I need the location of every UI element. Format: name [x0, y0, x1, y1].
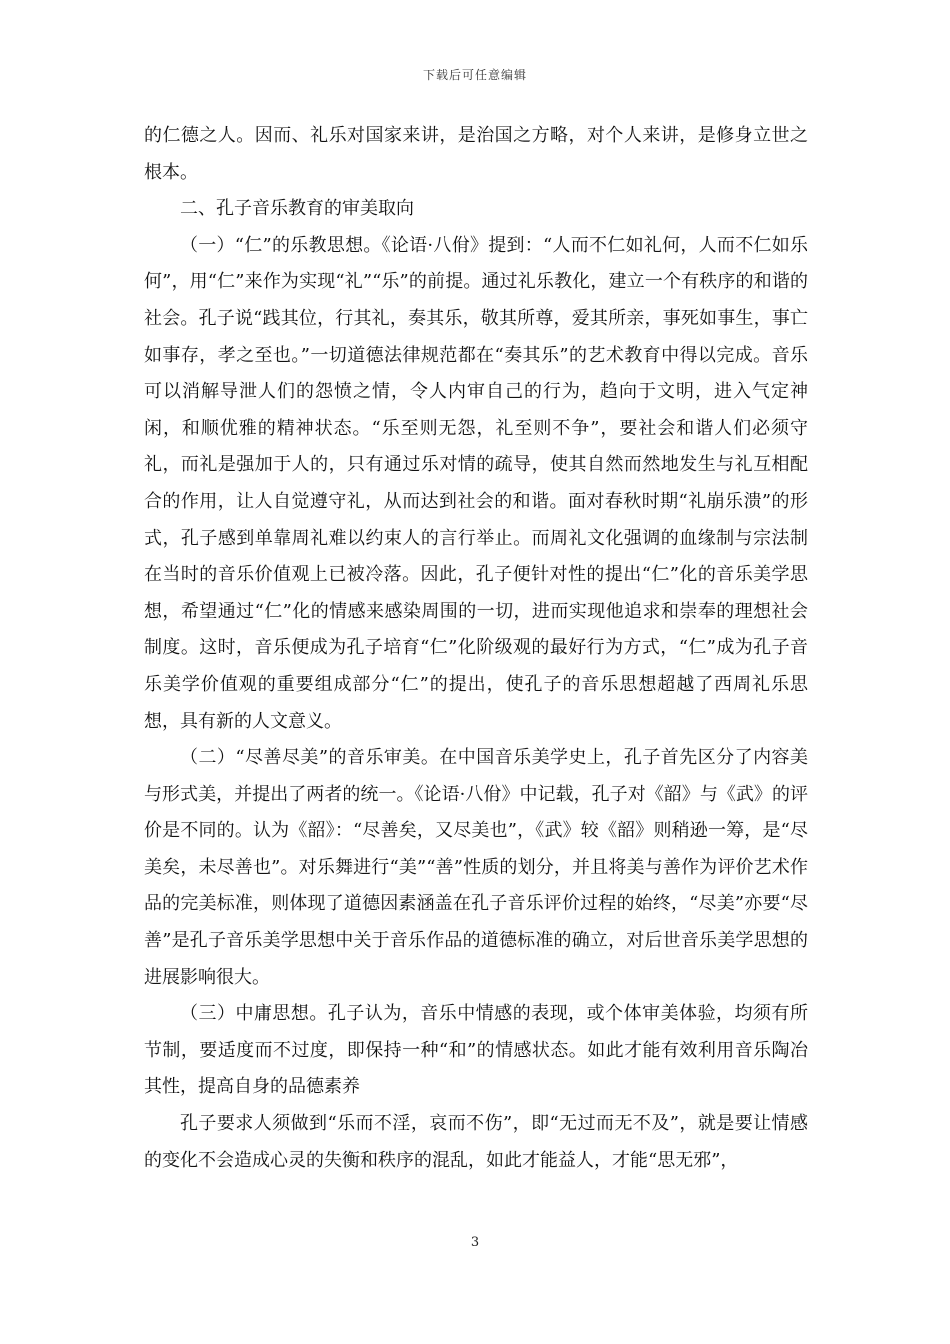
paragraph-jinshan-jinmei: （二）“尽善尽美”的音乐审美。在中国音乐美学史上，孔子首先区分了内容美与形式美，并提出了两者的统一。《论语·八佾》中记载，孔子对《韶》与《武》的评价是不同的。认为《韶》：“尽善矣，又尽美也”，《武》较《韶》则稍逊一筹，是“尽美矣，未尽善也”。对乐舞进行“美”“善”性质的划分，并且将美与善作为评价艺术作品的完美标准，则体现了道德因素涵盖在孔子音乐评价过程的始终，“尽美”亦要“尽善”是孔子音乐美学思想中关于音乐作品的道德标准的确立，对后世音乐美学思想的进展影响很大。 [144, 747, 808, 988]
document-body [144, 118, 808, 1179]
paragraph-ren: （一）“仁”的乐教思想。《论语·八佾》提到：“人而不仁如礼何，人而不仁如乐何”，用“仁”来作为实现“礼”“乐”的前提。通过礼乐教化，建立一个有秩序的和谐的社会。孔子说“践其位，行其礼，奏其乐，敬其所尊，爱其所亲，事死如事生，事亡如事存，孝之至也。”一切道德法律规范都在“奏其乐”的艺术教育中得以完成。音乐可以消解导泄人们的怨愤之情，令人内审自己的行为，趋向于文明，进入气定神闲，和顺优雅的精神状态。“乐至则无怨，礼至则不争”，要社会和谐人们必须守礼，而礼是强加于人的，只有通过乐对情的疏导，使其自然而然地发生与礼互相配合的作用，让人自觉遵守礼，从而达到社会的和谐。面对春秋时期“礼崩乐溃”的形式，孔子感到单靠周礼难以约束人的言行举止。而周礼文化强调的血缘制与宗法制在当时的音乐价值观上已被冷落。因此，孔子便针对性的提出“仁”化的音乐美学思想，希望通过“仁”化的情感来感染周围的一切，进而实现他追求和崇奉的理想社会制度。这时，音乐便成为孔子培育“仁”化阶级观的最好行为方式，“仁”成为孔子音乐美学价值观的重要组成部分“仁”的提出，使孔子的音乐思想超越了西周礼乐思想，具有新的人文意义。 [144, 234, 808, 732]
paragraph-continuation: 的仁德之人。因而、礼乐对国家来讲，是治国之方略，对个人来讲，是修身立世之根本。 [144, 125, 808, 183]
paragraph-zhongyong: （三）中庸思想。孔子认为，音乐中情感的表现，或个体审美体验，均须有所节制，要适度而不过度，即保持一种“和”的情感状态。如此才能有效利用音乐陶冶其性，提高自身的品德素养 [144, 1003, 808, 1098]
section-heading: 二、孔子音乐教育的审美取向 [180, 198, 414, 220]
paragraph-le-er-bu-yin: 孔子要求人须做到“乐而不淫，哀而不伤”，即“无过而无不及”，就是要让情感的变化不会造成心灵的失衡和秩序的混乱，如此才能益人，才能“思无邪”， [144, 1113, 808, 1171]
page-number: 3 [470, 1235, 480, 1250]
page-header: 下载后可任意编辑 [422, 68, 527, 82]
